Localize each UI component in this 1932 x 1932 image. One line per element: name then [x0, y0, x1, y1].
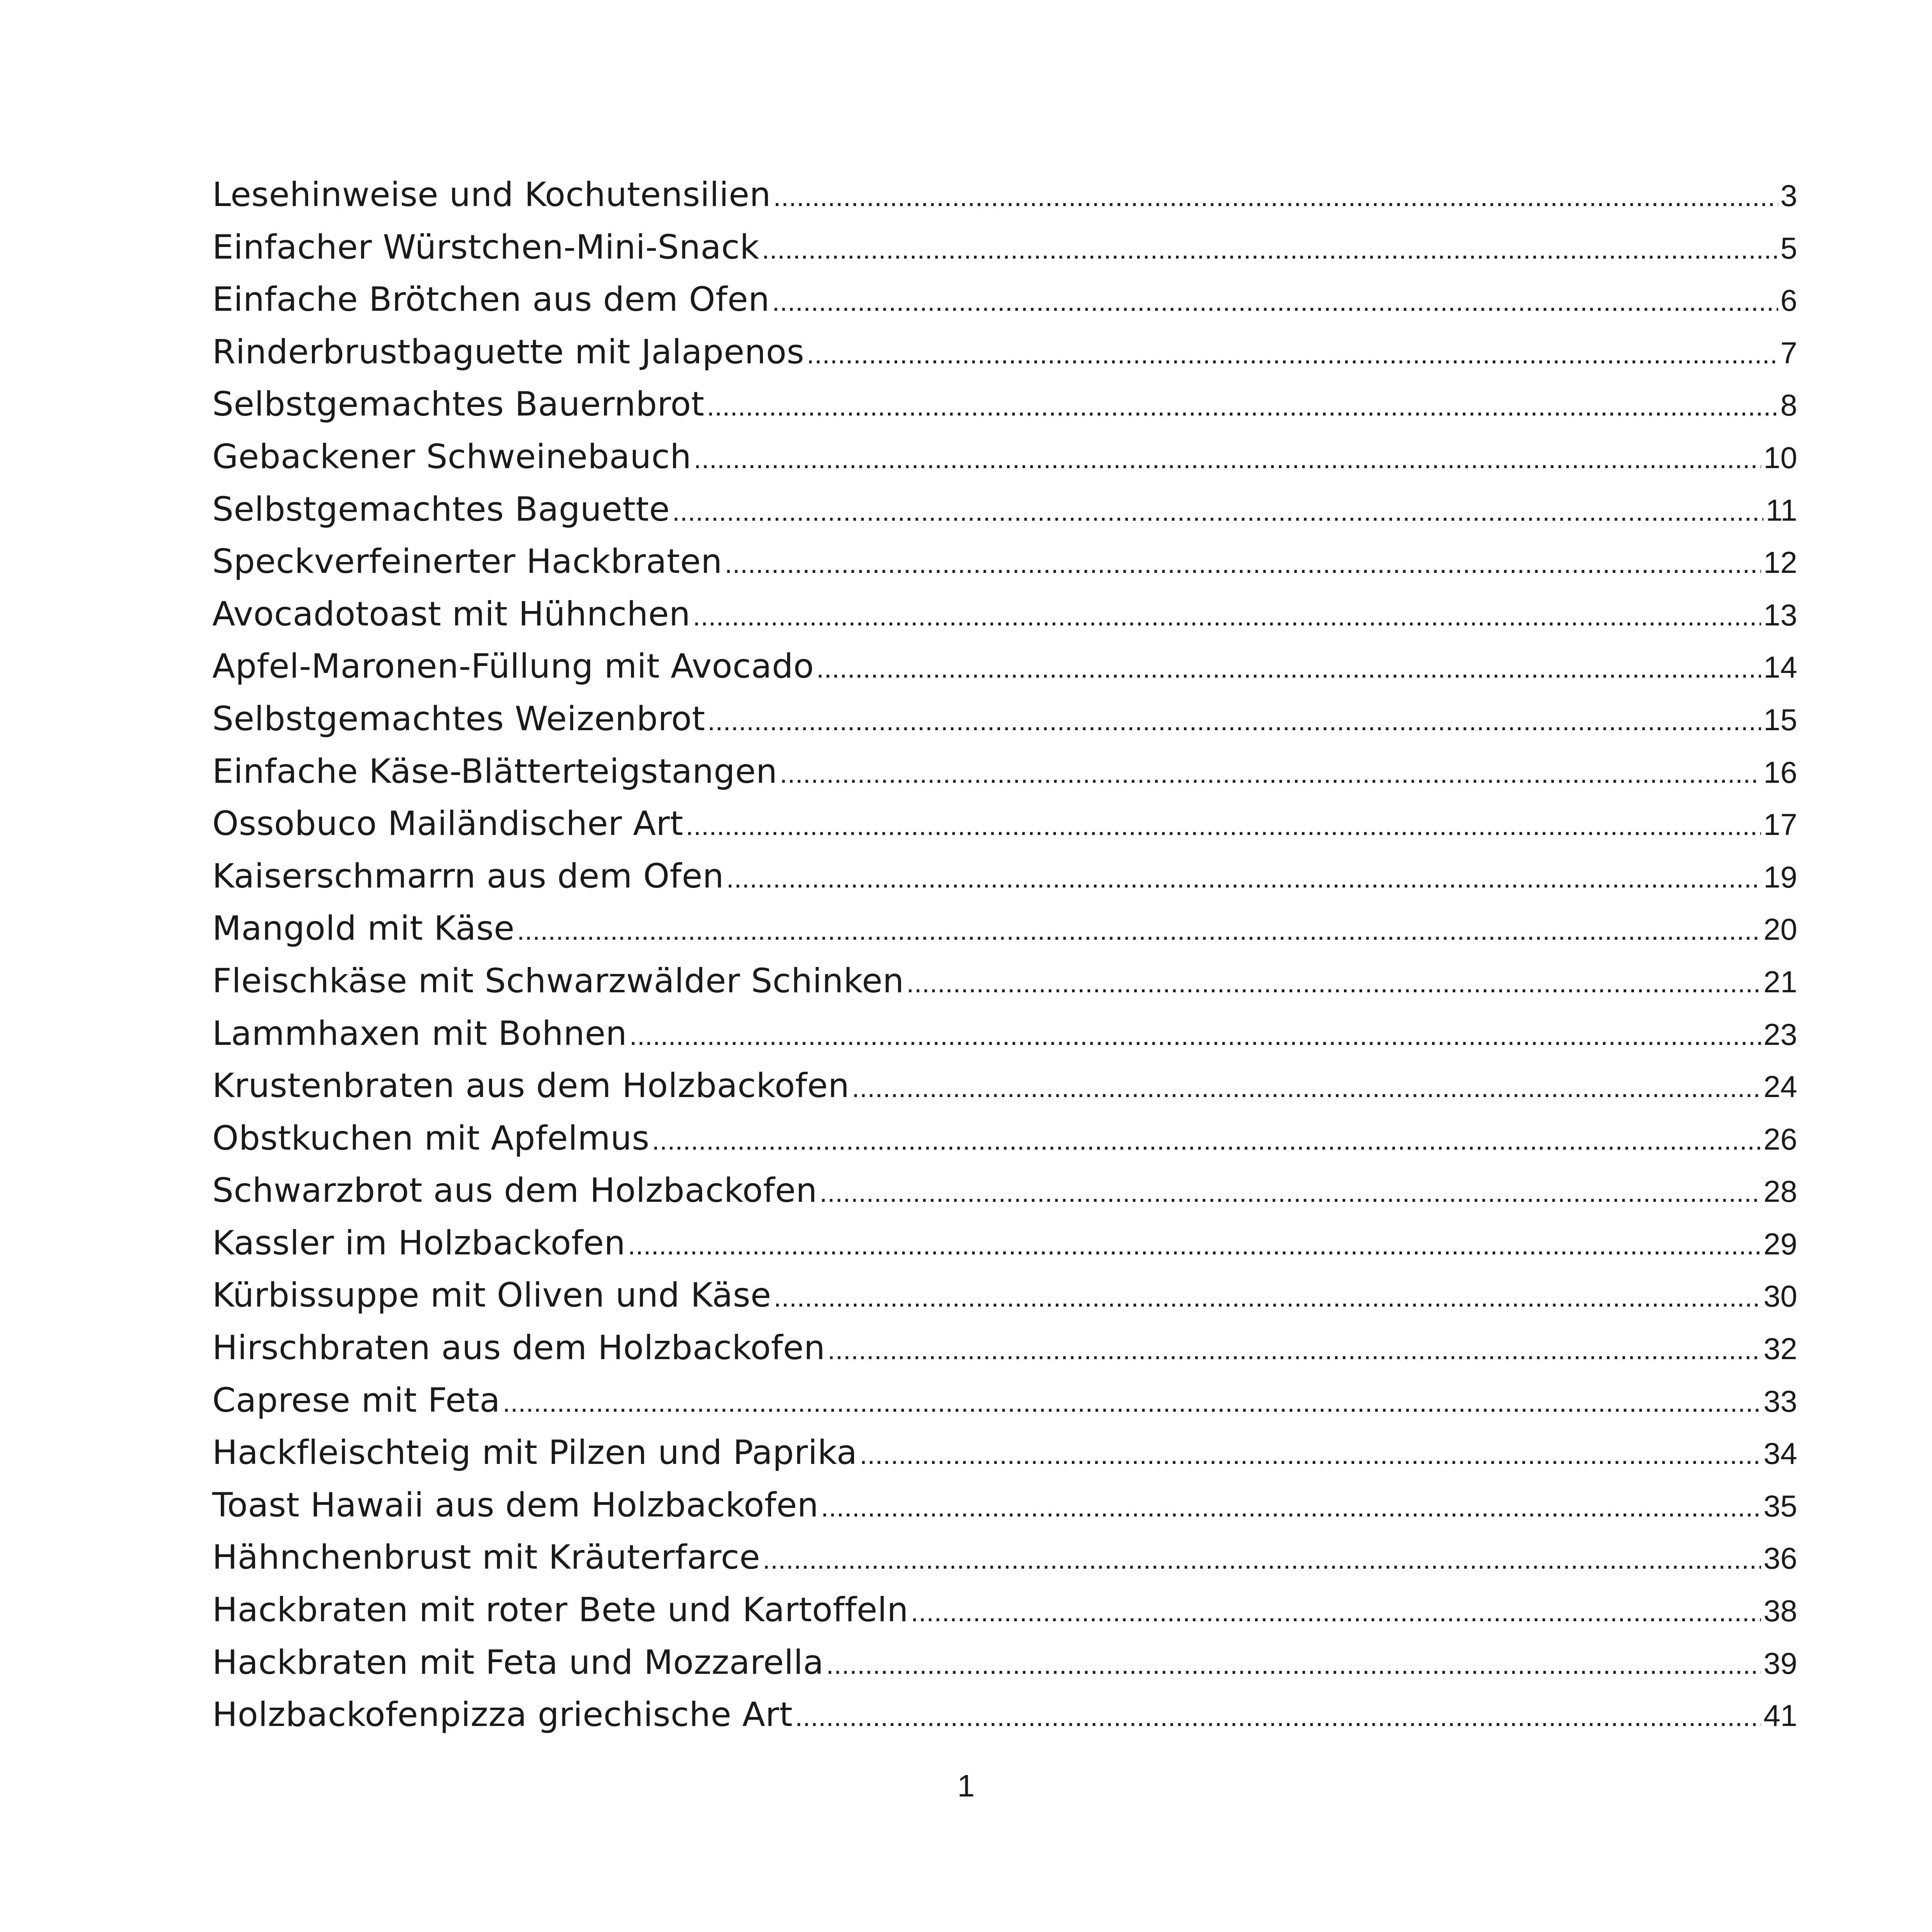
toc-dot-leader [826, 1649, 1761, 1680]
toc-dot-leader [707, 391, 1778, 422]
toc-entry[interactable] [212, 1590, 1797, 1643]
toc-entry-title: Avocadotoast mit Hühnchen [212, 594, 691, 634]
toc-entry-page: 7 [1780, 335, 1797, 370]
toc-entry-title: Kürbissuppe mit Oliven und Käse [212, 1276, 771, 1315]
toc-entry[interactable] [212, 1486, 1797, 1538]
toc-entry[interactable] [212, 857, 1797, 909]
toc-entry-page: 30 [1763, 1279, 1797, 1314]
toc-entry-title: Schwarzbrot aus dem Holzbackofen [212, 1171, 817, 1210]
toc-entry-title: Fleischkäse mit Schwarzwälder Schinken [212, 961, 904, 1000]
toc-dot-leader [503, 1387, 1761, 1418]
toc-entry-page: 39 [1763, 1646, 1797, 1680]
toc-dot-leader [694, 443, 1761, 474]
toc-entry-title: Hirschbraten aus dem Holzbackofen [212, 1328, 826, 1368]
toc-dot-leader [795, 1701, 1761, 1732]
toc-entry-title: Hackfleischteig mit Pilzen und Paprika [212, 1433, 858, 1472]
toc-dot-leader [763, 1544, 1761, 1575]
toc-dot-leader [828, 1334, 1761, 1365]
toc-entry[interactable] [212, 280, 1797, 333]
toc-dot-leader [773, 181, 1778, 212]
toc-entry-page: 23 [1763, 1017, 1797, 1051]
toc-entry-page: 36 [1763, 1541, 1797, 1576]
toc-dot-leader [725, 548, 1761, 579]
toc-dot-leader [774, 1282, 1761, 1313]
toc-entry-page: 12 [1763, 545, 1797, 580]
toc-entry-title: Selbstgemachtes Bauernbrot [212, 385, 704, 424]
toc-dot-leader [672, 496, 1763, 527]
toc-entry-title: Hackbraten mit roter Bete und Kartoffeln [212, 1590, 909, 1630]
toc-entry-title: Krustenbraten aus dem Holzbackofen [212, 1066, 850, 1106]
toc-entry-title: Einfacher Würstchen-Mini-Snack [212, 227, 760, 267]
toc-entry-title: Kaiserschmarrn aus dem Ofen [212, 856, 724, 896]
toc-entry-title: Toast Hawaii aus dem Holzbackofen [212, 1485, 819, 1525]
toc-entry-page: 10 [1763, 440, 1797, 475]
toc-entry-title: Einfache Käse-Blätterteigstangen [212, 752, 778, 791]
toc-entry-page: 13 [1763, 597, 1797, 632]
toc-entry[interactable] [212, 699, 1797, 752]
toc-entry-title: Apfel-Maronen-Füllung mit Avocado [212, 647, 814, 686]
toc-entry-page: 34 [1763, 1436, 1797, 1471]
toc-entry[interactable] [212, 647, 1797, 699]
toc-entry-page: 33 [1763, 1384, 1797, 1418]
toc-entry[interactable] [212, 909, 1797, 962]
toc-entry[interactable] [212, 1119, 1797, 1171]
toc-entry-page: 17 [1763, 807, 1797, 842]
toc-dot-leader [517, 915, 1761, 946]
page-number: 1 [957, 1768, 975, 1803]
toc-entry-page: 29 [1763, 1226, 1797, 1261]
toc-dot-leader [762, 234, 1778, 265]
toc-entry-page: 3 [1780, 178, 1797, 213]
toc-entry[interactable] [212, 962, 1797, 1014]
toc-entry[interactable] [212, 752, 1797, 805]
toc-dot-leader [726, 863, 1761, 894]
toc-entry-page: 14 [1763, 650, 1797, 685]
toc-entry[interactable] [212, 1643, 1797, 1696]
toc-entry-page: 21 [1763, 964, 1797, 999]
toc-entry-title: Rinderbrustbaguette mit Jalapenos [212, 332, 805, 372]
toc-entry-title: Holzbackofenpizza griechische Art [212, 1695, 793, 1735]
toc-entry-title: Obstkuchen mit Apfelmus [212, 1118, 650, 1158]
toc-entry[interactable] [212, 1381, 1797, 1434]
toc-entry[interactable] [212, 1276, 1797, 1328]
toc-entry-page: 5 [1780, 231, 1797, 265]
toc-dot-leader [821, 1492, 1761, 1523]
toc-entry[interactable] [212, 437, 1797, 490]
toc-entry[interactable] [212, 542, 1797, 595]
toc-dot-leader [693, 601, 1761, 632]
toc-entry[interactable] [212, 175, 1797, 228]
toc-entry[interactable] [212, 804, 1797, 857]
toc-dot-leader [911, 1596, 1761, 1627]
toc-entry-title: Lammhaxen mit Bohnen [212, 1014, 627, 1053]
toc-dot-leader [859, 1439, 1761, 1470]
toc-entry-page: 19 [1763, 859, 1797, 894]
toc-dot-leader [852, 1072, 1761, 1103]
toc-dot-leader [807, 338, 1778, 370]
toc-entry-page: 28 [1763, 1174, 1797, 1209]
toc-entry-page: 8 [1780, 388, 1797, 423]
toc-dot-leader [816, 653, 1761, 684]
toc-entry-title: Hackbraten mit Feta und Mozzarella [212, 1643, 824, 1682]
toc-entry-page: 35 [1763, 1488, 1797, 1523]
toc-dot-leader [907, 967, 1761, 999]
toc-entry-title: Selbstgemachtes Weizenbrot [212, 699, 705, 738]
toc-entry-page: 15 [1763, 702, 1797, 737]
toc-entry[interactable] [212, 333, 1797, 385]
toc-entry-title: Lesehinweise und Kochutensilien [212, 175, 771, 214]
toc-entry-page: 16 [1763, 755, 1797, 789]
toc-entry-title: Speckverfeinerter Hackbraten [212, 542, 722, 581]
toc-entry-page: 11 [1766, 493, 1797, 527]
toc-entry[interactable] [212, 490, 1797, 542]
toc-entry-page: 24 [1763, 1069, 1797, 1104]
toc-entry[interactable] [212, 595, 1797, 647]
toc-entry-page: 41 [1763, 1698, 1797, 1733]
toc-entry[interactable] [212, 1171, 1797, 1224]
toc-entry[interactable] [212, 1224, 1797, 1276]
toc-dot-leader [708, 705, 1761, 736]
toc-entry[interactable] [212, 1538, 1797, 1590]
toc-entry-page: 32 [1763, 1331, 1797, 1366]
toc-dot-leader [629, 1020, 1761, 1051]
toc-entry-page: 26 [1763, 1122, 1797, 1156]
toc-entry[interactable] [212, 1433, 1797, 1486]
toc-entry[interactable] [212, 385, 1797, 437]
toc-entry-title: Gebackener Schweinebauch [212, 437, 692, 476]
toc-dot-leader [652, 1125, 1761, 1156]
toc-entry-page: 6 [1780, 283, 1797, 318]
toc-entry-title: Selbstgemachtes Baguette [212, 490, 670, 529]
toc-dot-leader [820, 1177, 1761, 1208]
toc-dot-leader [628, 1229, 1761, 1261]
toc-entry[interactable] [212, 1014, 1797, 1067]
toc-entry-title: Ossobuco Mailändischer Art [212, 804, 683, 844]
toc-dot-leader [686, 810, 1761, 841]
table-of-contents [212, 175, 1797, 1748]
toc-entry[interactable] [212, 1066, 1797, 1119]
toc-entry-title: Einfache Brötchen aus dem Ofen [212, 280, 770, 319]
toc-entry-title: Kassler im Holzbackofen [212, 1223, 626, 1263]
toc-entry[interactable] [212, 1328, 1797, 1381]
toc-entry-page: 38 [1763, 1594, 1797, 1628]
toc-entry-title: Mangold mit Käse [212, 909, 515, 948]
toc-entry[interactable] [212, 1695, 1797, 1748]
toc-entry-title: Hähnchenbrust mit Kräuterfarce [212, 1538, 761, 1577]
toc-entry-page: 20 [1763, 912, 1797, 947]
toc-entry[interactable] [212, 228, 1797, 280]
toc-dot-leader [772, 286, 1778, 317]
toc-entry-title: Caprese mit Feta [212, 1381, 500, 1420]
toc-dot-leader [780, 758, 1761, 789]
